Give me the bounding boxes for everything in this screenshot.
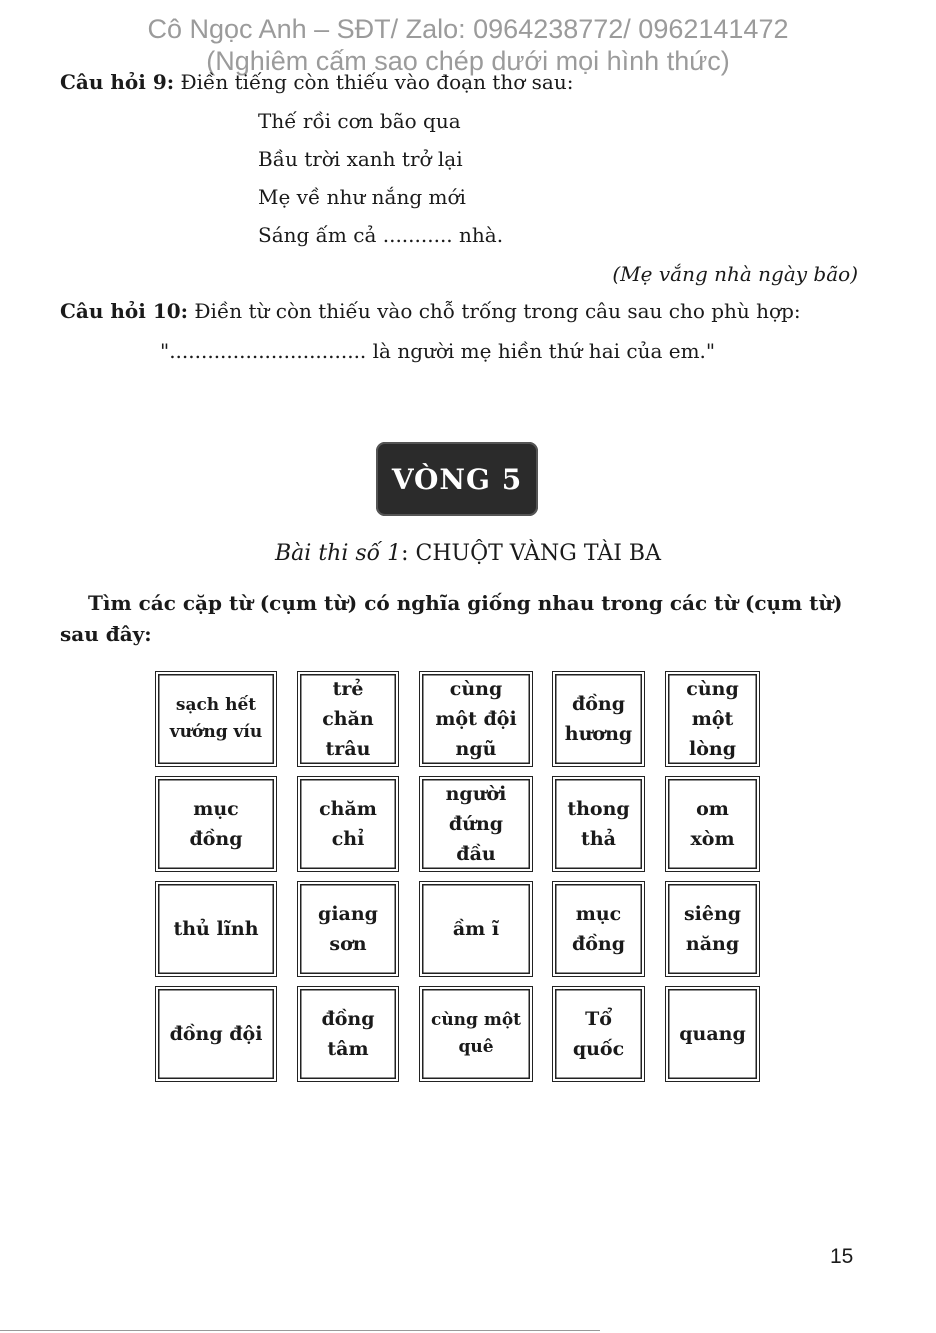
word-card: siêng năng (665, 881, 760, 977)
word-card: giang sơn (297, 881, 399, 977)
watermark-contact: Cô Ngọc Anh – SĐT/ Zalo: 0964238772/ 0962141472 (147, 14, 789, 44)
poem-line-2: Bầu trời xanh trở lại (258, 147, 463, 171)
word-card: mục đồng (552, 881, 645, 977)
word-card: trẻ chăn trâu (297, 671, 399, 767)
question-9-label: Câu hỏi 9: (60, 70, 175, 94)
round-badge: VÒNG 5 (376, 442, 538, 516)
poem-source: (Mẹ vắng nhà ngày bão) (612, 262, 858, 286)
word-card: mục đồng (155, 776, 277, 872)
question-10-sentence: "............................... là người mẹ hiền thứ hai của em." (160, 339, 716, 363)
question-10-text: Điền từ còn thiếu vào chỗ trống trong câu sau cho phù hợp: (188, 299, 801, 323)
word-card: chăm chỉ (297, 776, 399, 872)
question-10 (60, 299, 801, 323)
page-bottom-rule (0, 1330, 600, 1331)
test-title (0, 541, 936, 566)
test-label: Bài thi số 1 (275, 541, 402, 566)
page-number: 15 (830, 1245, 854, 1268)
word-card: Tổ quốc (552, 986, 645, 1082)
word-card: thủ lĩnh (155, 881, 277, 977)
word-card: ầm ĩ (419, 881, 533, 977)
word-card: thong thả (552, 776, 645, 872)
word-card: cùng một lòng (665, 671, 760, 767)
word-card: om xòm (665, 776, 760, 872)
question-9 (60, 70, 573, 94)
word-card: người đứng đầu (419, 776, 533, 872)
question-10-label: Câu hỏi 10: (60, 299, 189, 323)
word-card: đồng đội (155, 986, 277, 1082)
word-card: quang (665, 986, 760, 1082)
question-9-text: Điền tiếng còn thiếu vào đoạn thơ sau: (174, 70, 574, 94)
word-card: cùng một đội ngũ (419, 671, 533, 767)
word-card: đồng hương (552, 671, 645, 767)
word-card: đồng tâm (297, 986, 399, 1082)
instruction-text: Tìm các cặp từ (cụm từ) có nghĩa giống nhau trong các từ (cụm từ) sau đây: (60, 591, 843, 646)
poem-line-4: Sáng ấm cả ........... nhà. (258, 223, 504, 247)
word-card: cùng một quê (419, 986, 533, 1082)
word-card: sạch hết vướng víu (155, 671, 277, 767)
watermark-copyright: (Nghiêm cấm sao chép dưới mọi hình thức) (206, 46, 730, 76)
test-name: : CHUỘT VÀNG TÀI BA (401, 541, 661, 566)
poem-line-3: Mẹ về như nắng mới (258, 185, 466, 209)
poem-line-1: Thế rồi cơn bão qua (258, 109, 461, 133)
